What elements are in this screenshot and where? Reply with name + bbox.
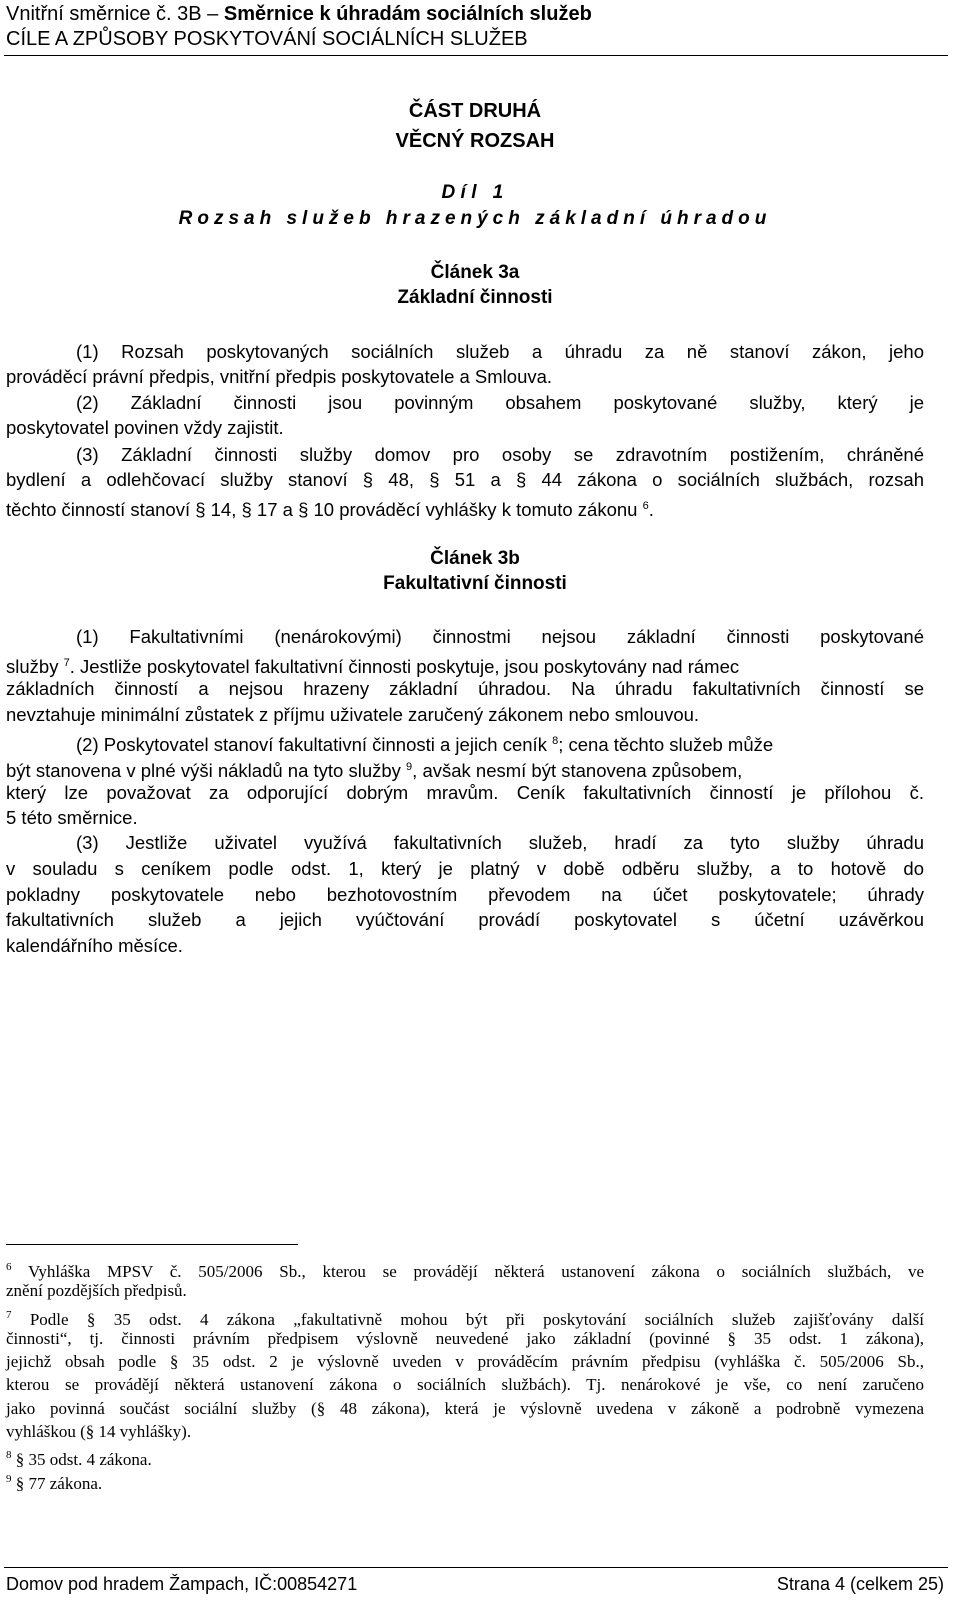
article-3b-line: [6, 651, 924, 679]
article-3b-line: pokladny poskytovatele nebo bezhotovostním převodem na účet poskytovatele; úhrady: [6, 884, 924, 905]
article-3b-subtitle: Fakultativní činnosti: [383, 573, 567, 594]
article-3b-line: [76, 729, 924, 757]
footnote-text: Podle § 35 odst. 4 zákona „fakultativně mohou být při poskytování sociálních služeb zajišťovány další: [29, 1310, 925, 1329]
article-3b-line: kalendářního měsíce.: [6, 935, 183, 956]
article-3b-line: (1) Fakultativními (nenárokovými) činnostmi nejsou základní činnosti poskytované: [76, 626, 924, 647]
header-line-1: [6, 1, 592, 27]
footnote-6-line: [6, 1257, 924, 1282]
footnote-ref-7: 7: [63, 657, 70, 669]
article-3b-line: fakultativních služeb a jejich vyúčtování provádí poskytovatel s účetní uzávěrkou: [6, 909, 924, 930]
article-3b-line: 5 této směrnice.: [6, 807, 138, 828]
article-3a-line-text: těchto činností stanoví § 14, § 17 a § 10 prováděcí vyhlášky k tomuto zákonu: [6, 499, 638, 520]
article-3b-line-text: (2) Poskytovatel stanoví fakultativní činnosti a jejich ceník: [76, 734, 547, 755]
article-3a-subtitle: Základní činnosti: [397, 287, 553, 308]
footnote-9-line: [6, 1469, 924, 1494]
division-title: Díl 1: [441, 182, 509, 203]
footnote-7-line: činnosti“, tj. činnosti právním předpisem výslovně neuvedené jako základní (povinné § 35 odst. 1 zákona),: [6, 1329, 924, 1348]
article-3a-line: (2) Základní činnosti jsou povinným obsahem poskytované služby, který je: [76, 392, 924, 413]
article-3a-line: poskytovatel povinen vždy zajistit.: [6, 417, 284, 438]
part-subtitle: VĚCNÝ ROZSAH: [395, 130, 555, 152]
footnote-ref-6: 6: [642, 500, 649, 512]
article-3a-line: (3) Základní činnosti služby domov pro osoby se zdravotním postižením, chráněné: [76, 444, 924, 465]
footnote-text: Vyhláška MPSV č. 505/2006 Sb., kterou se provádějí některá ustanovení zákona o sociálních službách, ve: [27, 1262, 924, 1281]
article-3b-line: nevztahuje minimální zůstatek z příjmu uživatele zaručený zákonem nebo smlouvou.: [6, 704, 700, 725]
footer-page-number: Strana 4 (celkem 25): [776, 1574, 944, 1594]
footnote-7-line: jako povinná součást sociální služby (§ 48 zákona), která je výslovně uvedena v zákoně a podrobně vymezena: [6, 1399, 924, 1418]
article-3b-line: který lze považovat za odporující dobrým mravům. Ceník fakultativních činností je přílohou č.: [6, 782, 924, 803]
footnote-separator: [6, 1244, 298, 1245]
article-3a-line: prováděcí právní předpis, vnitřní předpis poskytovatele a Smlouva.: [6, 366, 553, 387]
article-3b-line: základních činností a nejsou hrazeny základní úhradou. Na úhradu fakultativních činností se: [6, 678, 924, 699]
footnote-7-line: [6, 1305, 924, 1330]
article-3b-line-text: . Jestliže poskytovatel fakultativní činnosti poskytuje, jsou poskytovány nad rámec: [69, 656, 740, 677]
header-line-2: CÍLE A ZPŮSOBY POSKYTOVÁNÍ SOCIÁLNÍCH SLUŽEB: [6, 28, 528, 50]
footnote-number: 7: [6, 1309, 12, 1321]
footer-organization: Domov pod hradem Žampach, IČ:00854271: [6, 1574, 358, 1594]
footnote-number: 8: [6, 1449, 12, 1461]
footnote-8-line: [6, 1445, 924, 1470]
article-3b-line: (3) Jestliže uživatel využívá fakultativních služeb, hradí za tyto služby úhradu: [76, 832, 924, 853]
part-title: ČÁST DRUHÁ: [408, 100, 542, 122]
footnote-text: § 35 odst. 4 zákona.: [15, 1450, 152, 1469]
footnote-7-line: vyhláškou (§ 14 vyhlášky).: [6, 1422, 192, 1441]
footnote-ref-8: 8: [552, 735, 559, 747]
header-directive-number: Vnitřní směrnice č. 3B –: [6, 3, 224, 25]
footnote-7-line: jejichž obsah podle § 35 odst. 2 je výslovně uveden v prováděcím právním předpisu (vyhláška č. 505/2006 Sb.,: [6, 1352, 924, 1371]
article-3b-line: [6, 755, 924, 783]
footer-rule: [4, 1567, 948, 1568]
article-3b-line-text: služby: [6, 656, 59, 677]
header-directive-title: Směrnice k úhradám sociálních služeb: [223, 3, 592, 25]
division-subtitle: Rozsah služeb hrazených základní úhradou: [178, 208, 772, 229]
article-3b-line-text: být stanovena v plné výši nákladů na tyto služby: [6, 760, 401, 781]
article-3a-title: Článek 3a: [430, 262, 520, 283]
footnote-7-line: kterou se provádějí některá ustanovení zákona o sociálních službách). Tj. nenárokové je vše, co není zaručeno: [6, 1375, 924, 1394]
article-3b-line-text: ; cena těchto služeb může: [558, 734, 774, 755]
article-3a-line-7: těchto činností stanoví § 14, § 17 a § 10 prováděcí vyhlášky k tomuto zákonu $^6$.: [6, 499, 654, 520]
footnote-number: 6: [6, 1261, 12, 1273]
article-3a-line: (1) Rozsah poskytovaných sociálních služeb a úhradu za ně stanoví zákon, jeho: [76, 341, 924, 362]
article-3b-line-text: , avšak nesmí být stanovena způsobem,: [412, 760, 743, 781]
footnote-ref-9: 9: [406, 761, 413, 773]
article-3b-line: v souladu s ceníkem podle odst. 1, který je platný v době odběru služby, a to hotově do: [6, 858, 924, 879]
footnote-number: 9: [6, 1473, 12, 1485]
footnote-6-line: znění pozdějších předpisů.: [6, 1281, 187, 1300]
article-3b-title: Článek 3b: [430, 548, 520, 569]
article-3a-line: bydlení a odlehčovací služby stanoví § 48, § 51 a § 44 zákona o sociálních službách, rozsah: [6, 469, 924, 490]
footnote-text: § 77 zákona.: [15, 1474, 103, 1493]
header-rule: [4, 55, 948, 56]
